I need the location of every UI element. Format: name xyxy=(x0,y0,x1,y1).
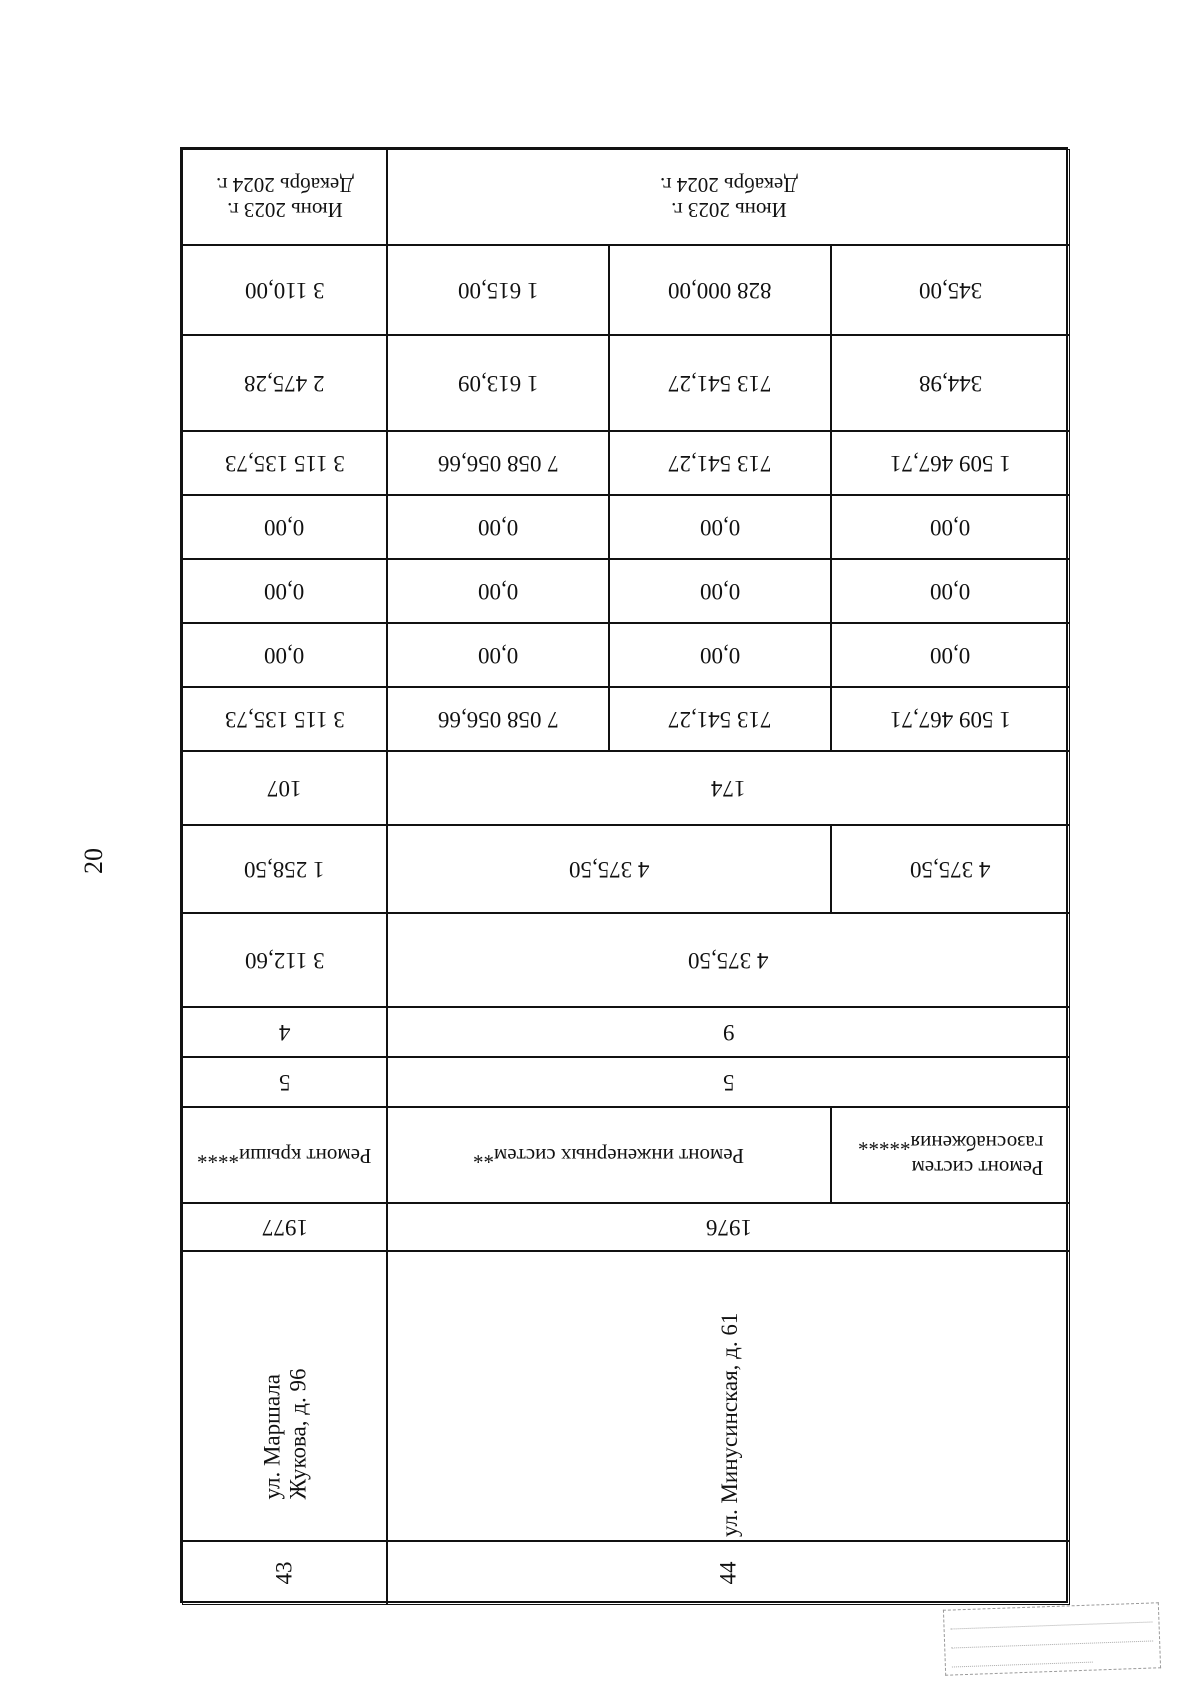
cell-43-col11: 0,00 xyxy=(182,495,387,559)
cell-44c-col11: 0,00 xyxy=(831,495,1070,559)
cell-44-address xyxy=(387,1251,1070,1541)
cell-44b-col11: 0,00 xyxy=(609,495,831,559)
faint-stamp xyxy=(943,1602,1161,1675)
page-number: 20 xyxy=(79,848,108,874)
cell-43-col7: 3 112,60 xyxy=(182,913,387,1007)
cell-43-col9: 107 xyxy=(182,751,387,825)
cell-44a-col14: 7 058 056,66 xyxy=(387,687,609,751)
cell-44a-col16: 1 615,00 xyxy=(387,245,609,335)
cell-44-year: 1976 xyxy=(387,1203,1070,1251)
cell-44c-col13: 0,00 xyxy=(831,623,1070,687)
cell-43-col6: 4 xyxy=(182,1007,387,1057)
cell-44a-col11: 0,00 xyxy=(387,495,609,559)
cell-44a-col10: 7 058 056,66 xyxy=(387,431,609,495)
cell-44b-col10: 713 541,27 xyxy=(609,431,831,495)
repair-schedule-table xyxy=(180,147,1068,1603)
address-44: ул. Минусинская, д. 61 xyxy=(716,1312,742,1537)
cell-44-col6: 9 xyxy=(387,1007,1070,1057)
cell-44a-col15: 1 613,09 xyxy=(387,335,609,431)
cell-44b-col16: 828 000,00 xyxy=(609,245,831,335)
cell-44c-col15: 344,98 xyxy=(831,335,1070,431)
cell-43-number: 43 xyxy=(182,1541,387,1605)
cell-44-col7: 4 375,50 xyxy=(387,913,1070,1007)
cell-44c-col16: 345,00 xyxy=(831,245,1070,335)
cell-44a-col13: 0,00 xyxy=(387,623,609,687)
cell-43-work-type: Ремонт крыши**** xyxy=(182,1107,387,1203)
cell-43-col16: 3 110,00 xyxy=(182,245,387,335)
cell-44c-col14: 1 509 467,71 xyxy=(831,687,1070,751)
cell-43-address xyxy=(182,1251,387,1541)
cell-43-col5: 5 xyxy=(182,1057,387,1107)
cell-44c-col8: 4 375,50 xyxy=(831,825,1070,913)
period-44: Июнь 2023 г. Декабрь 2024 г. xyxy=(659,173,798,222)
cell-43-col8: 1 258,50 xyxy=(182,825,387,913)
cell-43-col13: 0,00 xyxy=(182,623,387,687)
address-43: ул. Маршала Жукова, д. 96 xyxy=(259,1368,311,1500)
cell-44ab-work-type: Ремонт инженерных систем** xyxy=(387,1107,831,1203)
cell-44c-col12: 0,00 xyxy=(831,559,1070,623)
cell-44b-col14: 713 541,27 xyxy=(609,687,831,751)
cell-44c-work-type xyxy=(831,1107,1070,1203)
cell-44-col9: 174 xyxy=(387,751,1070,825)
cell-43-col10: 3 115 135,73 xyxy=(182,431,387,495)
cell-43-col14: 3 115 135,73 xyxy=(182,687,387,751)
cell-44a-col12: 0,00 xyxy=(387,559,609,623)
cell-43-col15: 2 475,28 xyxy=(182,335,387,431)
cell-44ab-col8: 4 375,50 xyxy=(387,825,831,913)
period-43: Июнь 2023 г. Декабрь 2024 г. xyxy=(215,173,354,222)
cell-44b-col12: 0,00 xyxy=(609,559,831,623)
cell-44b-col15: 713 541,27 xyxy=(609,335,831,431)
cell-44c-col10: 1 509 467,71 xyxy=(831,431,1070,495)
cell-43-year: 1977 xyxy=(182,1203,387,1251)
period-cell-44 xyxy=(387,149,1070,245)
work-type-44c: Ремонт систем газоснабжения***** xyxy=(857,1131,1044,1180)
period-cell-43 xyxy=(182,149,387,245)
cell-44-col5: 5 xyxy=(387,1057,1070,1107)
cell-44-number: 44 xyxy=(387,1541,1070,1605)
cell-43-col12: 0,00 xyxy=(182,559,387,623)
cell-44b-col13: 0,00 xyxy=(609,623,831,687)
